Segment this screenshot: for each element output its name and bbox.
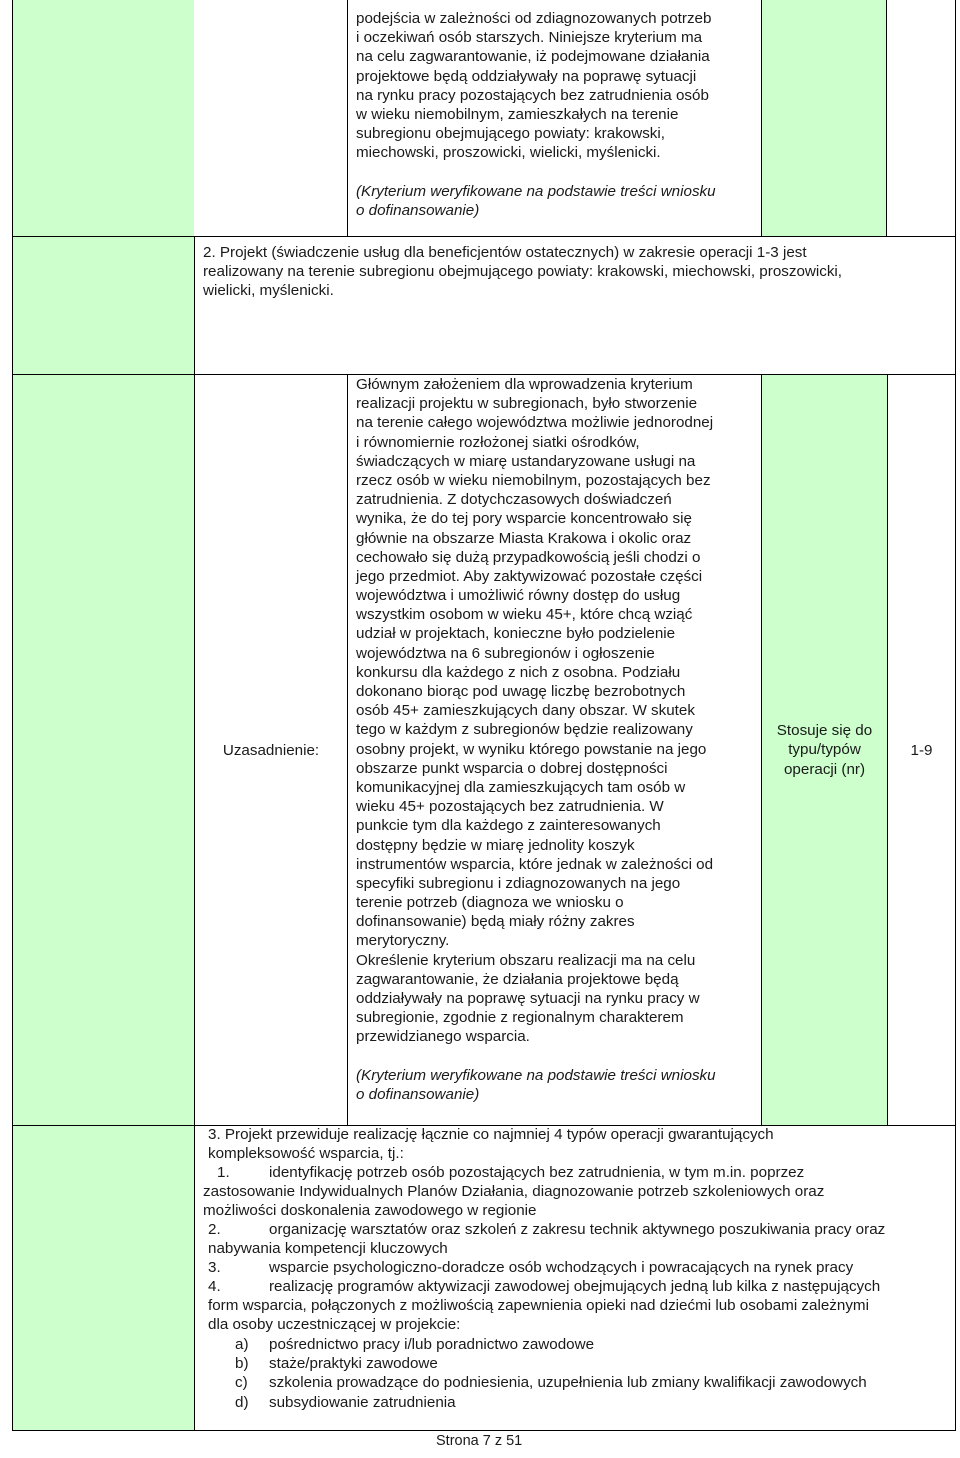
text-line: terenie potrzeb (diagnoza we wniosku o — [356, 894, 624, 912]
text-line: i oczekiwań osób starszych. Niniejsze kryterium ma — [356, 29, 703, 47]
sub-item — [235, 1335, 950, 1354]
operation-range-cell — [887, 374, 956, 1125]
text-line: w wieku niemobilnym, zamieszkałych na terenie — [356, 105, 679, 123]
applies-cell — [762, 374, 887, 1125]
text-line: wielicki, myślenicki. — [203, 282, 334, 300]
text-line: i równomiernie rozłożonej siatki ośrodków, — [356, 433, 640, 451]
text-line: wieku 45+ pozostających bez zatrudnienia. W — [356, 798, 664, 816]
sub-item-text: pośrednictwo pracy i/lub poradnictwo zawodowe — [269, 1336, 595, 1353]
item-text: identyfikację potrzeb osób pozostających bez zatrudnienia, w tym m.in. poprzez — [269, 1164, 805, 1181]
text-line: obszarze punkt wsparcia o dobrej dostępności — [356, 759, 668, 777]
text-line: osób 45+ zamieszkujących dany obszar. W skutek — [356, 702, 695, 720]
item-text: realizację programów aktywizacji zawodowej obejmujących jedną lub kilka z następujących — [269, 1278, 881, 1295]
criterion-3-sub-items — [235, 1335, 950, 1412]
text-line: zatrudnienia. Z dotychczasowych doświadczeń — [356, 491, 672, 509]
criterion-3-item-2 — [208, 1220, 953, 1258]
justification-label: Uzasadnienie: — [222, 741, 320, 759]
text-line: wynika, że do tej pory wsparcie koncentrowało się — [356, 510, 692, 528]
sub-item-letter: a) — [235, 1336, 249, 1353]
criterion-2-text — [203, 243, 953, 301]
text-line: tego w każdym z subregionów będzie realizowany — [356, 721, 693, 739]
text-line: oddziaływały na poprawę sytuacji na rynku pracy w — [356, 990, 700, 1007]
text-line: konkursu dla każdego z nich z osobna. Podziału — [356, 663, 681, 681]
verification-note-justification — [356, 1066, 756, 1104]
verification-note-top — [356, 182, 756, 220]
criterion-3-item-1 — [203, 1163, 953, 1221]
criterion-text-continued — [356, 9, 756, 163]
text-line: 3. Projekt przewiduje realizację łącznie co najmniej 4 typów operacji gwarantujących — [208, 1126, 774, 1143]
note-line: o dofinansowanie) — [356, 202, 480, 220]
item-number: 3. — [208, 1259, 221, 1276]
left-green-column-criterion-3 — [12, 1125, 194, 1431]
note-line: (Kryterium weryfikowane na podstawie treści wniosku — [356, 183, 716, 200]
sub-item-letter: b) — [235, 1355, 249, 1373]
text-line: świadczących w miarę ustandaryzowane usługi na — [356, 452, 696, 470]
item-text: zastosowanie Indywidualnych Planów Działania, diagnozowanie potrzeb szkoleniowych oraz — [203, 1183, 825, 1201]
item-text: wsparcie psychologiczno-doradcze osób wchodzących i powracających na rynek pracy — [269, 1259, 854, 1276]
text-line: realizacji projektu w subregionach, było stworzenie — [356, 395, 698, 413]
criterion-3-intro — [208, 1125, 948, 1163]
text-line: realizowany na terenie subregionu obejmującego powiaty: krakowski, miechowski, proszowicki, — [203, 263, 843, 281]
sub-item-letter: c) — [235, 1374, 248, 1392]
text-line: projektowe będą oddziaływały na poprawę sytuacji — [356, 67, 697, 85]
text-line: głównie na obszarze Miasta Krakowa i okolic oraz — [356, 529, 692, 547]
item-text: form wsparcia, połączonych z możliwością zapewnienia opieki nad dziećmi lub osobami zależnymi — [208, 1297, 869, 1315]
justification-text — [356, 375, 756, 1047]
item-number: 2. — [208, 1221, 221, 1238]
text-line: dostępny będzie w miarę jednolity koszyk — [356, 836, 635, 854]
note-line: (Kryterium weryfikowane na podstawie treści wniosku — [356, 1067, 716, 1084]
item-number: 4. — [208, 1278, 221, 1295]
text-line: dofinansowanie) będą miały różny zakres — [356, 913, 635, 931]
applies-line: operacji (nr) — [783, 760, 866, 778]
left-green-column-criterion-2 — [12, 236, 194, 374]
right-edge-top — [887, 0, 956, 236]
text-line: na rynku pracy pozostających bez zatrudnienia osób — [356, 86, 709, 104]
text-line: województwa na 6 subregionów i ogłoszenie — [356, 644, 655, 662]
text-line: 2. Projekt (świadczenie usług dla beneficjentów ostatecznych) w zakresie operacji 1-3 jest — [203, 244, 807, 261]
text-line: kompleksowość wsparcia, tj.: — [208, 1145, 404, 1163]
page-number: Strona 7 z 51 — [436, 1433, 523, 1449]
item-number: 1. — [217, 1164, 230, 1181]
text-line: na celu zagwarantowanie, iż podejmowane działania — [356, 48, 710, 66]
text-line: Głównym założeniem dla wprowadzenia kryterium — [356, 376, 693, 393]
text-line: jego przedmiot. Aby zaktywizować pozostałe części — [356, 567, 703, 585]
text-line: subregionie, zgodnie z regionalnym charakterem — [356, 1009, 684, 1027]
applies-green-column-top — [762, 0, 887, 236]
text-line: komunikacyjnej dla zamieszkujących tam osób w — [356, 778, 686, 796]
operation-range: 1-9 — [910, 741, 933, 759]
text-line: udział w projektach, konieczne było podzielenie — [356, 625, 676, 643]
item-text: dla osoby uczestniczącej w projekcie: — [208, 1316, 461, 1334]
sub-item — [235, 1373, 950, 1392]
text-line: punkcie tym dla każdego z zainteresowanych — [356, 817, 661, 835]
applies-line: typu/typów — [788, 741, 861, 759]
text-line: Określenie kryterium obszaru realizacji ma na celu — [356, 951, 696, 969]
text-line: na terenie całego województwa możliwie jednorodnej — [356, 414, 714, 432]
sub-item-text: subsydiowanie zatrudnienia — [269, 1393, 456, 1411]
text-line: specyfiki subregionu i zdiagnozowanych na jego — [356, 874, 681, 892]
text-line: cechowało się dużą przypadkowością jeśli chodzi o — [356, 548, 701, 566]
left-green-column-justification — [12, 374, 194, 1125]
text-line: miechowski, proszowicki, wielicki, myślenicki. — [356, 144, 661, 162]
text-line: instrumentów wsparcia, które jednak w zależności od — [356, 855, 714, 873]
text-line: rzecz osób w wieku niemobilnym, pozostających bez — [356, 471, 711, 489]
sub-item-text: szkolenia prowadzące do podniesienia, uzupełnienia lub zmiany kwalifikacji zawodowych — [269, 1374, 867, 1392]
text-line: przewidzianego wsparcia. — [356, 1028, 530, 1046]
text-line: dokonano biorąc pod uwagę liczbę bezrobotnych — [356, 683, 686, 700]
sub-item — [235, 1354, 950, 1373]
sub-item-letter: d) — [235, 1393, 249, 1411]
text-line: wszystkim osobom w wieku 45+, które chcą wziąć — [356, 606, 693, 624]
text-line: zagwarantowanie, że działania projektowe będą — [356, 970, 679, 988]
text-line: merytoryczny. — [356, 932, 450, 950]
item-text: nabywania kompetencji kluczowych — [208, 1240, 448, 1258]
justification-label-cell — [194, 374, 347, 1125]
text-line: osobny projekt, w wyniku którego powstanie na jego — [356, 740, 707, 758]
text-line: subregionu obejmującego powiaty: krakowski, — [356, 125, 665, 143]
criterion-3-item-3 — [208, 1258, 953, 1277]
item-text: organizację warsztatów oraz szkoleń z zakresu technik aktywnego poszukiwania pracy oraz — [269, 1221, 886, 1238]
sub-item — [235, 1393, 950, 1412]
text-line: podejścia w zależności od zdiagnozowanych potrzeb — [356, 10, 712, 27]
left-green-column-top — [12, 0, 194, 236]
text-line: województwa i umożliwić równy dostęp do usług — [356, 587, 681, 605]
note-line: o dofinansowanie) — [356, 1086, 480, 1104]
item-text: możliwości doskonalenia zawodowego w regionie — [203, 1202, 537, 1220]
applies-line: Stosuje się do — [776, 722, 873, 740]
sub-item-text: staże/praktyki zawodowe — [269, 1355, 438, 1373]
criterion-3-item-4 — [208, 1277, 953, 1335]
